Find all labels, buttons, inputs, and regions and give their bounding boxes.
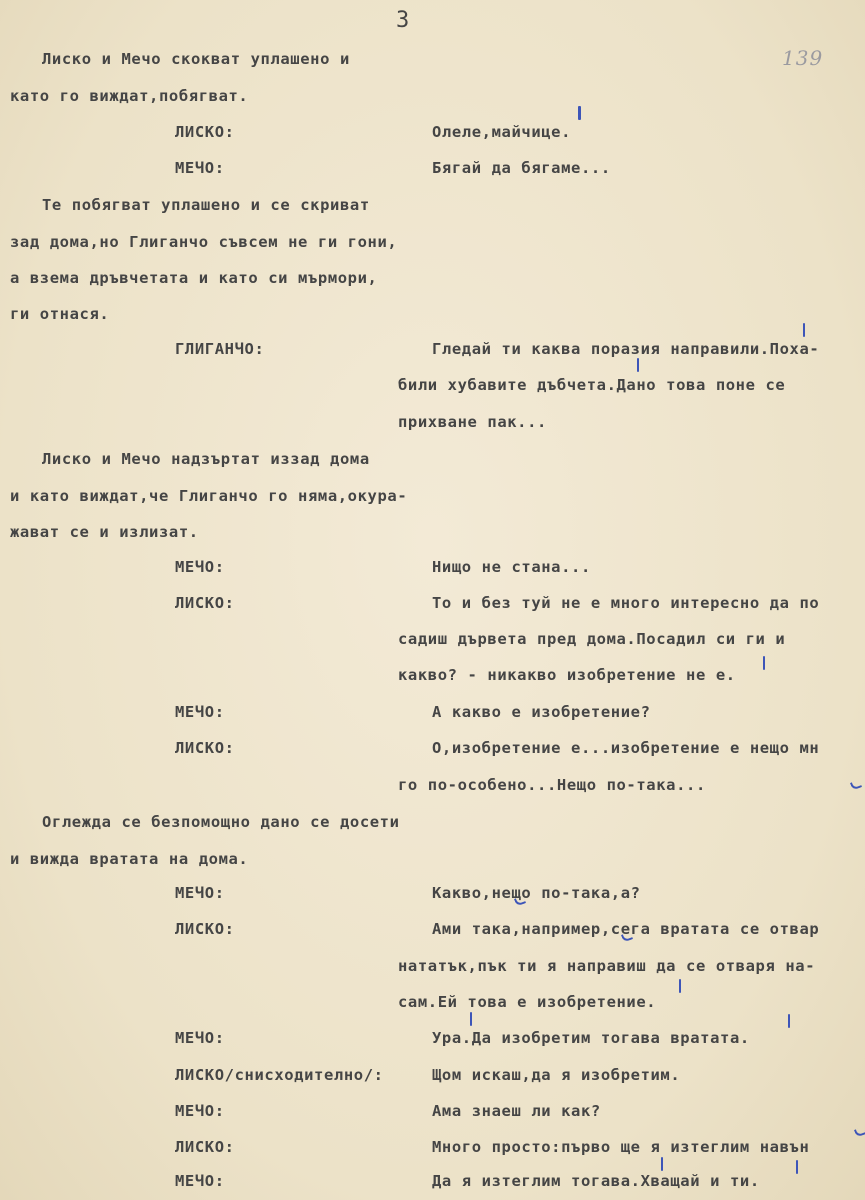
handwritten-correction-mark	[578, 106, 581, 120]
stage-direction: а взема дръвчетата и като си мърмори,	[10, 269, 378, 287]
dialogue-line: какво? - никакво изобретение не е.	[398, 666, 736, 684]
dialogue-line: Бягай да бягаме...	[432, 159, 611, 177]
speaker-lisko: ЛИСКО:	[175, 594, 235, 612]
dialogue-line: нататък,пък ти я направиш да се отваря на-	[398, 957, 816, 975]
handwritten-correction-mark	[679, 979, 681, 993]
dialogue-line: сам.Ей това е изобретение.	[398, 993, 657, 1011]
dialogue-line: Много просто:първо ще я изтеглим навън	[432, 1138, 810, 1156]
speaker-gliganchо: ГЛИГАНЧО:	[175, 340, 265, 358]
dialogue-line: О,изобретение е...изобретение е нещо мн	[432, 739, 820, 757]
speaker-lisko: ЛИСКО:	[175, 920, 235, 938]
dialogue-line: били хубавите дъбчета.Дано това поне се	[398, 376, 786, 394]
speaker-lisko: ЛИСКО:	[175, 1138, 235, 1156]
dialogue-line: То и без туй не е много интересно да по	[432, 594, 820, 612]
dialogue-line: прихване пак...	[398, 413, 547, 431]
handwritten-comma-mark	[514, 896, 526, 907]
speaker-mecho: МЕЧО:	[175, 1029, 225, 1047]
dialogue-line: Да я изтеглим тогава.Хващай и ти.	[432, 1172, 760, 1190]
stage-direction: Лиско и Мечо скокват уплашено и	[42, 50, 350, 68]
dialogue-line: Щом искаш,да я изобретим.	[432, 1066, 681, 1084]
stage-direction: като го виждат,побягват.	[10, 87, 249, 105]
stage-direction: Те побягват уплашено и се скриват	[42, 196, 370, 214]
speaker-mecho: МЕЧО:	[175, 703, 225, 721]
handwritten-correction-mark	[788, 1014, 790, 1028]
speaker-lisko: ЛИСКО/снисходително/:	[175, 1066, 384, 1084]
stage-direction: и вижда вратата на дома.	[10, 850, 249, 868]
stage-direction: Оглежда се безпомощно дано се досети	[42, 813, 400, 831]
handwritten-correction-mark	[763, 656, 765, 670]
dialogue-line: го по-особено...Нещо по-така...	[398, 776, 706, 794]
handwritten-correction-mark	[803, 323, 805, 337]
speaker-mecho: МЕЧО:	[175, 884, 225, 902]
dialogue-line: Нищо не стана...	[432, 558, 591, 576]
dialogue-line: Какво,нещо по-така,а?	[432, 884, 641, 902]
handwritten-correction-mark	[470, 1012, 472, 1026]
handwritten-correction-mark	[796, 1160, 798, 1174]
handwritten-comma-mark	[621, 932, 633, 943]
speaker-mecho: МЕЧО:	[175, 558, 225, 576]
dialogue-line: Ами така,например,сега вратата се отвар	[432, 920, 820, 938]
stage-direction: ги отнася.	[10, 305, 110, 323]
speaker-mecho: МЕЧО:	[175, 1102, 225, 1120]
dialogue-line: Ура.Да изобретим тогава вратата.	[432, 1029, 750, 1047]
speaker-mecho: МЕЧО:	[175, 159, 225, 177]
archive-number: 139	[782, 46, 824, 70]
speaker-lisko: ЛИСКО:	[175, 123, 235, 141]
handwritten-comma-mark	[854, 1127, 865, 1138]
stage-direction: жават се и излизат.	[10, 523, 199, 541]
stage-direction: Лиско и Мечо надзъртат иззад дома	[42, 450, 370, 468]
handwritten-correction-mark	[637, 358, 639, 372]
dialogue-line: Гледай ти каква поразия направили.Поха-	[432, 340, 820, 358]
page-number: 3	[396, 8, 410, 33]
handwritten-comma-mark	[850, 780, 862, 791]
dialogue-line: Ама знаеш ли как?	[432, 1102, 601, 1120]
handwritten-correction-mark	[661, 1157, 663, 1171]
stage-direction: и като виждат,че Глиганчо го няма,окура-	[10, 487, 408, 505]
speaker-mecho: МЕЧО:	[175, 1172, 225, 1190]
dialogue-line: Олеле,майчице.	[432, 123, 572, 141]
dialogue-line: садиш дървета пред дома.Посадил си ги и	[398, 630, 786, 648]
speaker-lisko: ЛИСКО:	[175, 739, 235, 757]
dialogue-line: А какво е изобретение?	[432, 703, 651, 721]
stage-direction: зад дома,но Глиганчо съвсем не ги гони,	[10, 233, 398, 251]
